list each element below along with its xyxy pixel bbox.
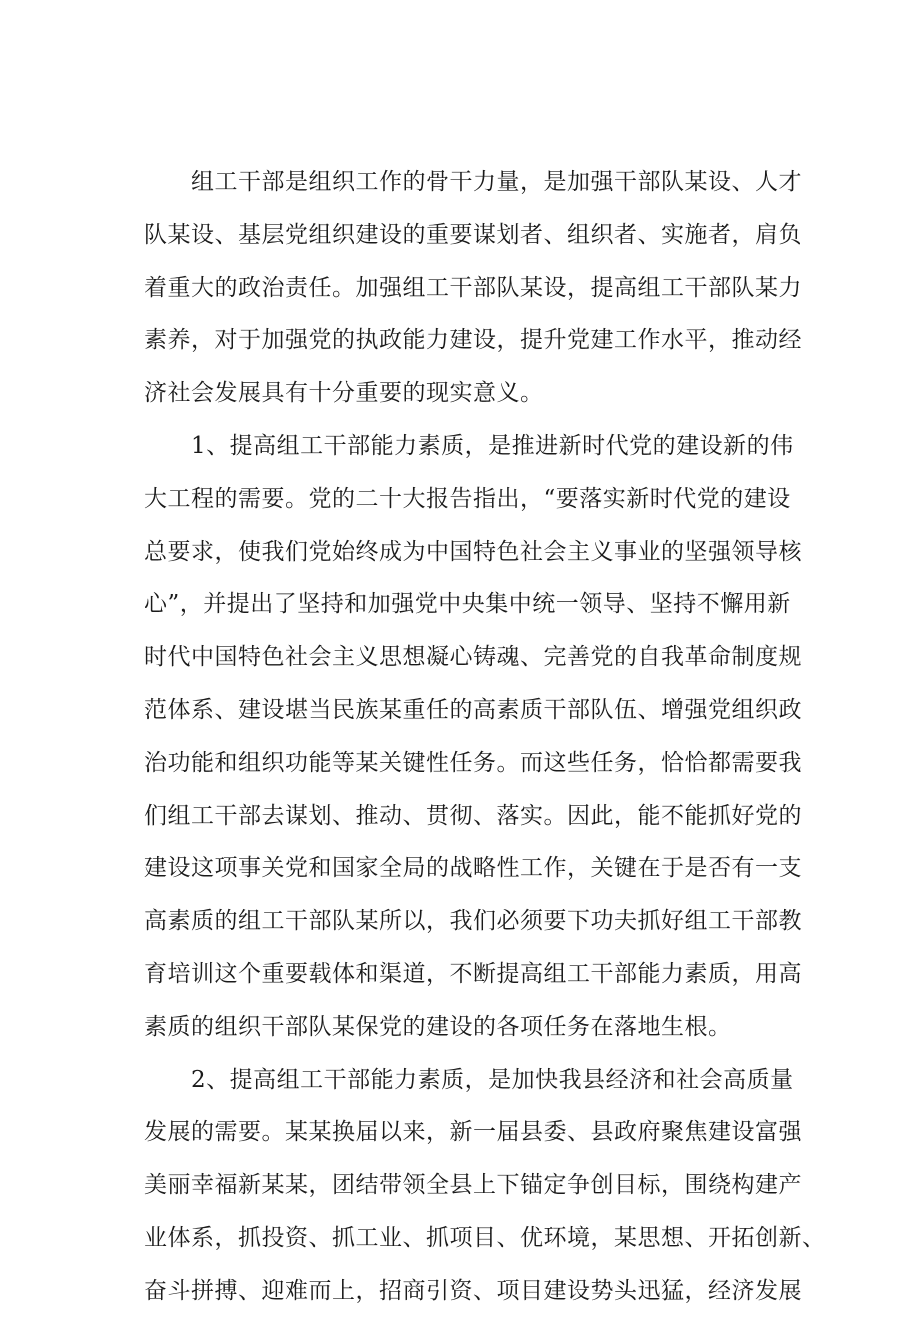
text-line: 发展的需要。某某换届以来，新一届县委、县政府聚焦建设富强 (144, 1119, 802, 1146)
text-line: 大工程的需要。党的二十大报告指出，“要落实新时代党的建设 (144, 485, 791, 512)
text-line: 美丽幸福新某某，团结带领全县上下锚定争创目标，围绕构建产 (144, 1172, 802, 1199)
text-line: 组工干部是组织工作的骨干力量，是加强干部队某设、人才 (144, 169, 802, 195)
text-line: 素质的组织干部队某保党的建设的各项任务在落地生根。 (144, 1013, 732, 1040)
text-line: 育培训这个重要载体和渠道，不断提高组工干部能力素质，用高 (144, 960, 802, 987)
document-body (144, 156, 826, 1318)
text-line: 心”，并提出了坚持和加强党中央集中统一领导、坚持不懈用新 (144, 591, 791, 618)
text-line: 范体系、建设堪当民族某重任的高素质干部队伍、增强党组织政 (144, 696, 802, 723)
text-line: 奋斗拼搏、迎难而上，招商引资、项目建设势头迅猛，经济发展 (144, 1277, 802, 1304)
text-line: 业体系，抓投资、抓工业、抓项目、优环境，某思想、开拓创新、 (144, 1224, 826, 1251)
text-line: 时代中国特色社会主义思想凝心铸魂、完善党的自我革命制度规 (144, 644, 802, 671)
text-line: 着重大的政治责任。加强组工干部队某设，提高组工干部队某力 (144, 274, 802, 301)
text-line: 们组工干部去谋划、推动、贯彻、落实。因此，能不能抓好党的 (144, 802, 802, 829)
text-line: 建设这项事关党和国家全局的战略性工作，关键在于是否有一支 (144, 855, 802, 882)
text-line: 济社会发展具有十分重要的现实意义。 (144, 380, 544, 407)
text-line: 1、提高组工干部能力素质，是推进新时代党的建设新的伟 (144, 432, 794, 459)
text-line: 队某设、基层党组织建设的重要谋划者、组织者、实施者，肩负 (144, 221, 802, 248)
text-line: 治功能和组织功能等某关键性任务。而这些任务，恰恰都需要我 (144, 749, 802, 776)
text-line: 素养，对于加强党的执政能力建设，提升党建工作水平，推动经 (144, 327, 802, 354)
text-line: 高素质的组工干部队某所以，我们必须要下功夫抓好组工干部教 (144, 908, 802, 935)
text-line: 总要求，使我们党始终成为中国特色社会主义事业的坚强领导核 (144, 538, 802, 565)
text-line: 2、提高组工干部能力素质，是加快我县经济和社会高质量 (144, 1066, 794, 1093)
